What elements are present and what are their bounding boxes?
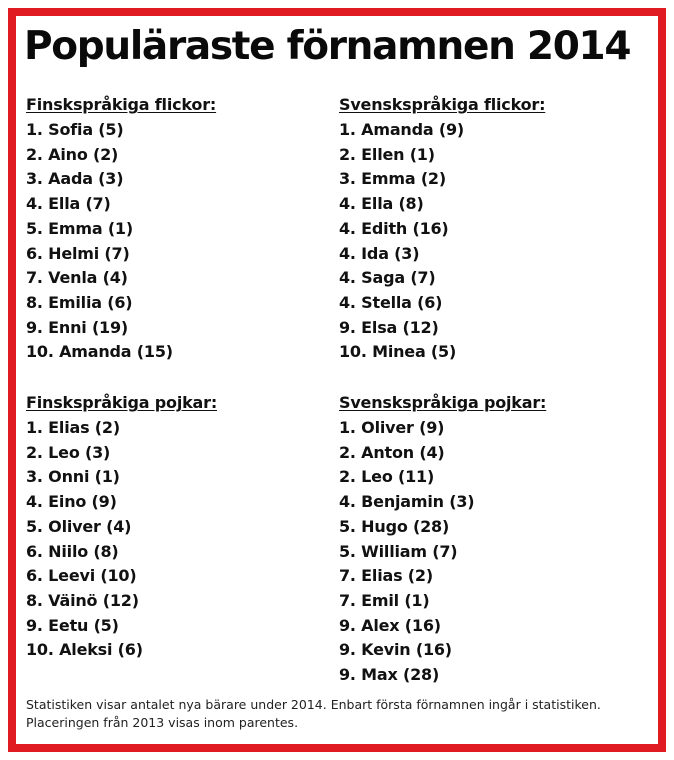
section-heading: Svenskspråkiga pojkar: — [339, 393, 547, 412]
footnote-line-1: Statistiken visar antalet nya bärare under 2014. Enbart första förnamnen ingår i statistiken. — [26, 697, 601, 712]
list-item: 7. Elias (2) — [339, 566, 433, 586]
list-item: 8. Emilia (6) — [26, 292, 133, 312]
page-title: Populäraste förnamnen 2014 — [24, 24, 631, 69]
list-item: 9. Elsa (12) — [339, 317, 439, 337]
list-item: 2. Leo (11) — [339, 467, 435, 487]
footnote — [26, 696, 646, 732]
list-item: 5. Hugo (28) — [339, 516, 450, 536]
section-heading: Finskspråkiga flickor: — [26, 95, 217, 114]
list-item: 6. Niilo (8) — [26, 541, 119, 561]
list-item: 9. Enni (19) — [26, 317, 129, 337]
list-item: 1. Elias (2) — [26, 418, 120, 437]
list-item: 5. Oliver (4) — [26, 516, 132, 536]
list-item: 6. Helmi (7) — [26, 243, 130, 263]
list-item: 4. Ella (8) — [339, 194, 424, 214]
list-item: 4. Ida (3) — [339, 243, 420, 263]
list-item: 2. Aino (2) — [26, 144, 119, 164]
name-list — [26, 118, 326, 365]
section-heading: Finskspråkiga pojkar: — [26, 393, 218, 412]
list-item: 3. Onni (1) — [26, 467, 120, 487]
list-item: 8. Väinö (12) — [26, 590, 139, 610]
section-swedish-boys — [339, 392, 639, 688]
list-item: 4. Ella (7) — [26, 194, 111, 214]
list-item: 5. William (7) — [339, 541, 458, 561]
list-item: 7. Venla (4) — [26, 268, 128, 288]
list-item: 10. Amanda (15) — [26, 342, 173, 362]
list-item: 3. Emma (2) — [339, 169, 446, 189]
name-list — [339, 416, 639, 688]
list-item: 4. Saga (7) — [339, 268, 436, 288]
list-item: 5. Emma (1) — [26, 218, 133, 238]
list-item: 4. Eino (9) — [26, 492, 117, 512]
list-item: 1. Oliver (9) — [339, 418, 445, 437]
list-item: 1. Amanda (9) — [339, 120, 465, 139]
name-list — [26, 416, 326, 663]
list-item: 2. Anton (4) — [339, 442, 445, 462]
list-item: 9. Kevin (16) — [339, 640, 452, 660]
list-item: 4. Edith (16) — [339, 218, 449, 238]
list-item: 1. Sofia (5) — [26, 120, 124, 139]
list-item: 4. Benjamin (3) — [339, 492, 475, 512]
list-item: 2. Leo (3) — [26, 442, 111, 462]
section-finnish-boys — [26, 392, 326, 663]
list-item: 7. Emil (1) — [339, 590, 430, 610]
list-item: 9. Alex (16) — [339, 615, 441, 635]
list-item: 2. Ellen (1) — [339, 144, 435, 164]
footnote-line-2: Placeringen från 2013 visas inom parentes. — [26, 715, 299, 730]
list-item: 9. Max (28) — [339, 665, 440, 685]
section-heading: Svenskspråkiga flickor: — [339, 95, 546, 114]
list-item: 3. Aada (3) — [26, 169, 124, 189]
list-item: 10. Minea (5) — [339, 342, 457, 362]
name-list — [339, 118, 639, 365]
list-item: 9. Eetu (5) — [26, 615, 119, 635]
list-item: 4. Stella (6) — [339, 292, 443, 312]
list-item: 6. Leevi (10) — [26, 566, 137, 586]
section-swedish-girls — [339, 94, 639, 365]
list-item: 10. Aleksi (6) — [26, 640, 143, 660]
section-finnish-girls — [26, 94, 326, 365]
